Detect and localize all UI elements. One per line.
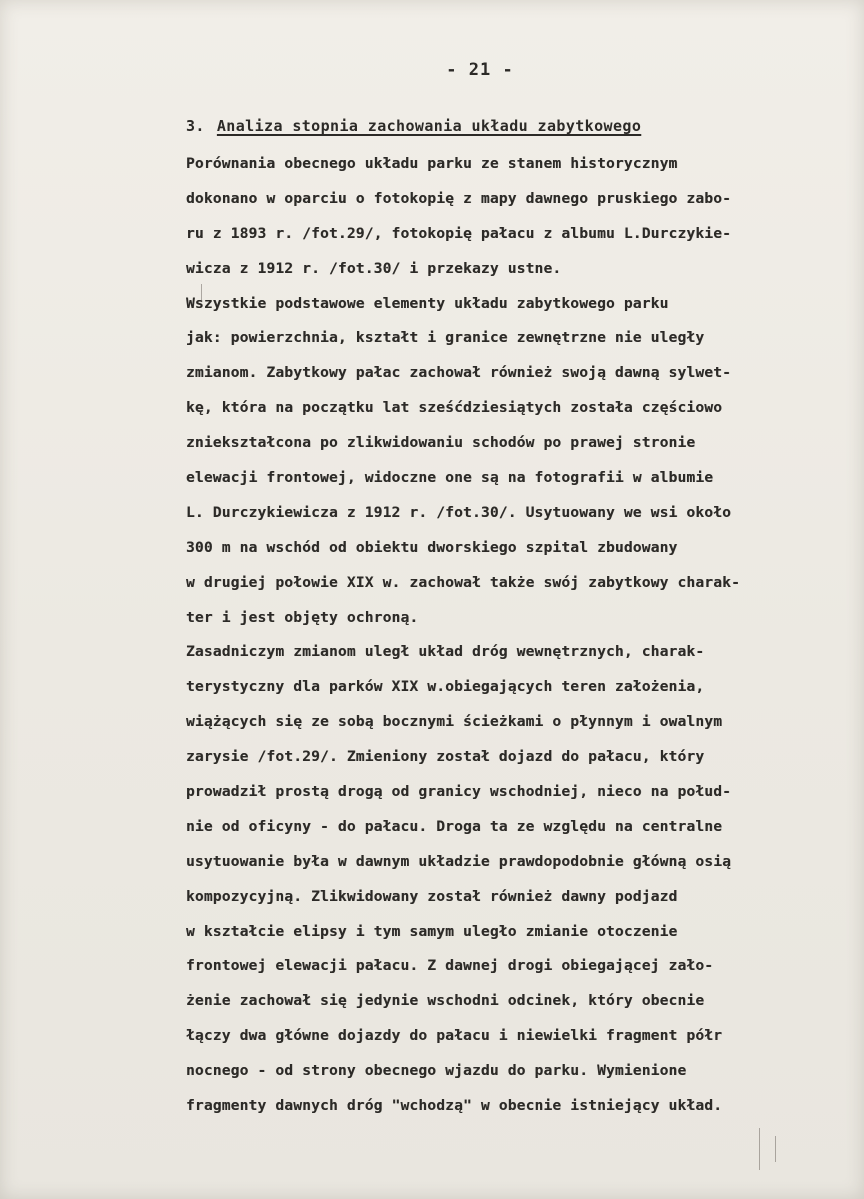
text-line: nie od oficyny - do pałacu. Droga ta ze względu na centralne (186, 817, 723, 835)
paper-scratch-mark (775, 1136, 776, 1162)
text-line: Porównania obecnego układu parku ze stanem historycznym (186, 155, 678, 172)
text-line: frontowej elewacji pałacu. Z dawnej drogi obiegającej zało- (186, 957, 714, 975)
text-line: fragmenty dawnych dróg "wchodzą" w obecnie istniejący układ. (186, 1097, 723, 1115)
paragraph-3 (186, 635, 826, 1123)
text-line: kompozycyjną. Zlikwidowany został również dawny podjazd (186, 887, 678, 905)
text-line: terystyczny dla parków XIX w.obiegających teren założenia, (186, 678, 705, 696)
text-line: łączy dwa główne dojazdy do pałacu i niewielki fragment półr (186, 1027, 723, 1045)
text-line: w drugiej połowie XIX w. zachował także swój zabytkowy charak- (186, 573, 741, 591)
page-number: - 21 - (446, 60, 514, 80)
text-line: żenie zachował się jedynie wschodni odcinek, który obecnie (186, 992, 705, 1010)
text-line: Wszystkie podstawowe elementy układu zabytkowego parku (186, 294, 669, 312)
paper-scratch-mark (759, 1128, 760, 1170)
text-line: prowadził prostą drogą od granicy wschodniej, nieco na połud- (186, 783, 732, 801)
section-number: 3. (186, 117, 205, 135)
text-line: w kształcie elipsy i tym samym uległo zmianie otoczenie (186, 922, 678, 940)
document-body (186, 147, 826, 1124)
text-line: ter i jest objęty ochroną. (186, 608, 419, 626)
text-line: nocnego - od strony obecnego wjazdu do parku. Wymienione (186, 1062, 687, 1080)
paragraph-2 (186, 287, 826, 636)
text-line: zarysie /fot.29/. Zmieniony został dojazd do pałacu, który (186, 748, 705, 766)
text-line: wicza z 1912 r. /fot.30/ i przekazy ustne. (186, 259, 562, 277)
text-line: kę, która na początku lat sześćdziesiątych została częściowo (186, 399, 723, 417)
section-title: Analiza stopnia zachowania układu zabytkowego (216, 117, 642, 135)
text-line: usytuowanie była w dawnym układzie prawdopodobnie główną osią (186, 852, 732, 870)
text-line: zmianom. Zabytkowy pałac zachował również swoją dawną sylwet- (186, 364, 732, 382)
text-line: ru z 1893 r. /fot.29/, fotokopię pałacu z albumu L.Durczykie- (186, 224, 732, 242)
text-line: L. Durczykiewicza z 1912 r. /fot.30/. Usytuowany we wsi około (186, 503, 732, 521)
text-line: zniekształcona po zlikwidowaniu schodów po prawej stronie (186, 434, 696, 452)
paragraph-1 (186, 147, 826, 287)
text-line: elewacji frontowej, widoczne one są na fotografii w albumie (186, 469, 714, 487)
text-line: 300 m na wschód od obiektu dworskiego szpital zbudowany (186, 538, 678, 556)
text-line: jak: powierzchnia, kształt i granice zewnętrzne nie uległy (186, 329, 705, 347)
text-line: dokonano w oparciu o fotokopię z mapy dawnego pruskiego zabo- (186, 189, 732, 207)
text-line: Zasadniczym zmianom uległ układ dróg wewnętrznych, charak- (186, 643, 705, 661)
text-line: wiążących się ze sobą bocznymi ścieżkami o płynnym i owalnym (186, 713, 723, 731)
section-heading (186, 117, 641, 135)
paper-scratch-mark (201, 284, 202, 302)
